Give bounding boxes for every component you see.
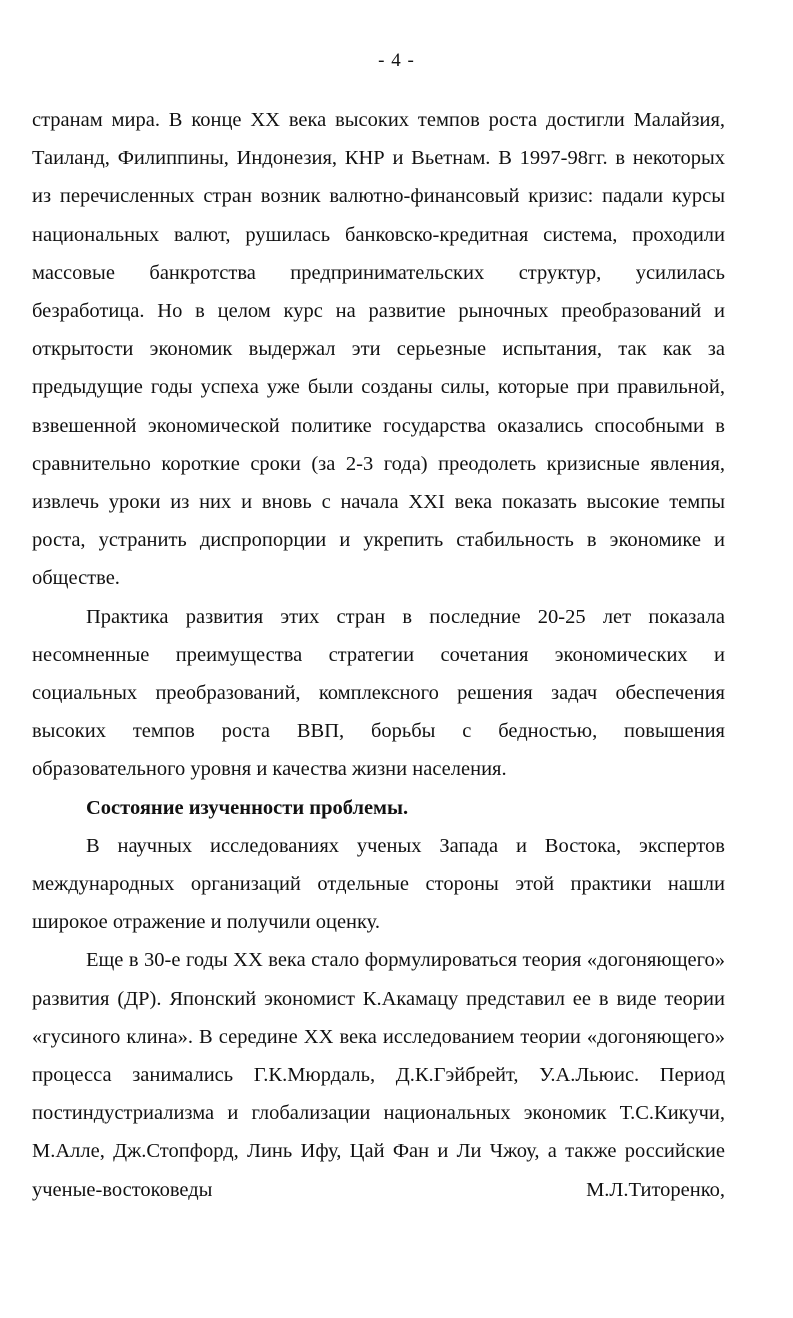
paragraph-research: В научных исследованиях ученых Запада и Востока, экспертов международных организаций отдельные стороны этой практики нашли широкое отражение и получили оценку. — [32, 834, 725, 934]
paragraph-practice: Практика развития этих стран в последние 20-25 лет показала несомненные преимущества стратегии сочетания экономических и социальных преобразований, комплексного решения задач обеспечения высоких темпов роста ВВП, борьбы с бедностью, повышения образовательного уровня и качества жизни населения. — [32, 605, 725, 781]
paragraph-continuation: странам мира. В конце XX века высоких темпов роста достигли Малайзия, Таиланд, Филиппины, Индонезия, КНР и Вьетнам. В 1997-98гг. в некоторых из перечисленных стран возник валютно-финансовый кризис: падали курсы национальных валют, рушилась банковско-кредитная система, проходили массовые банкротства предпринимательских структур, усилилась безработица. Но в целом курс на развитие рыночных преобразований и открытости экономик выдержал эти серьезные испытания, так как за предыдущие годы успеха уже были созданы силы, которые при правильной, взвешенной экономической политике государства оказались способными в сравнительно короткие сроки (за 2-3 года) преодолеть кризисные явления, извлечь уроки из них и вновь с начала XXI века показать высокие темпы роста, устранить диспропорции и укрепить стабильность в экономике и обществе. — [32, 109, 725, 590]
paragraph-theory: Еще в 30-е годы XX века стало формулироваться теория «догоняющего» развития (ДР). Японский экономист К.Акамацу представил ее в виде теории «гусиного клина». В середине XX века исследованием теории «догоняющего» процесса занимались Г.К.Мюрдаль, Д.К.Гэйбрейт, У.А.Льюис. Период постиндустриализма и глобализации национальных экономик Т.С.Кикучи, М.Алле, Дж.Стопфорд, Линь Ифу, Цай Фан и Ли Чжоу, а также российские ученые-востоковеды М.Л.Титоренко, — [32, 949, 725, 1201]
document-body — [32, 101, 725, 1209]
page-number: - 4 - — [378, 50, 415, 71]
section-heading: Состояние изученности проблемы. — [86, 796, 409, 819]
